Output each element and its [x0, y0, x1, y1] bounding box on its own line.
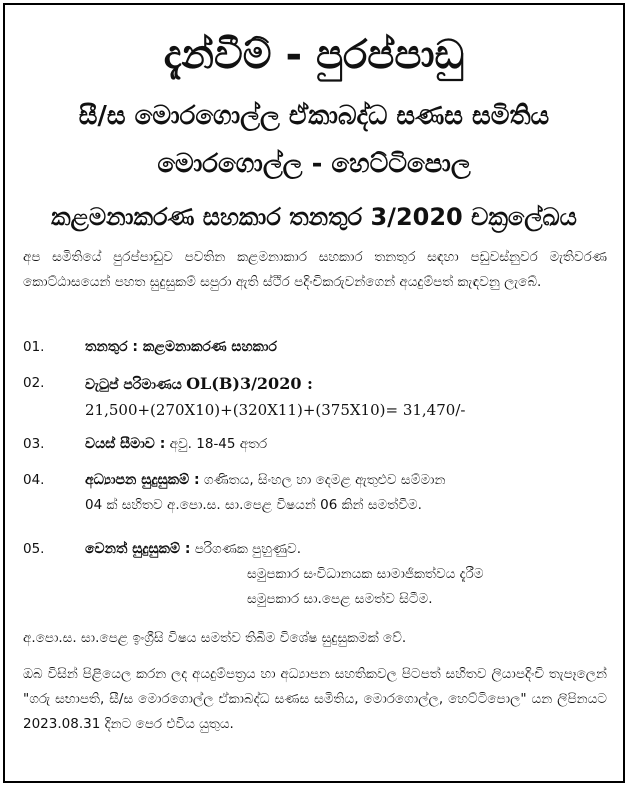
item-text: අවු. 18-45 අතර: [169, 436, 268, 452]
intro-paragraph: අප සමිතියේ පුරප්පාඩුව පවතින කළමනාකාර සහකාර තනතුර සඳහා පඩුවස්නුවර මැතිවරණ කොට්ඨාසයෙන් පහත සුදුසුකම් සපුරා ඇති ස්ථිර පදිංචිකරුවන්ගෙන් අයදුම්පත් කැඳවනු ලැබේ.: [23, 249, 607, 290]
item-text: පරිගණක පුහුණුව.: [194, 541, 302, 557]
special-qualification: අ.පො.ස. සා.පෙළ ඉංග්‍රීසි විෂය සමත්ව තිබීම විශේෂ සුදුසුකමක් වේ.: [23, 630, 407, 646]
notice-title: දැන්වීම් - පුරප්පාඩු: [163, 32, 465, 78]
item-text-continued: 04 ක් සහිතව අ.පො.ස. සා.පෙළ විෂයන් 06 කින් සමත්වීම.: [85, 497, 422, 513]
notice-frame: [3, 3, 625, 783]
item-text-continued: සමුපකාර සංවිධානයක සාමාජිකත්වය දැරීම: [247, 566, 484, 582]
item-number: 01.: [23, 339, 45, 355]
circular-heading: කළමනාකරණ සහකාර තනතුර 3/2020 චක්‍රලේඛය: [51, 203, 577, 231]
item-text: ගණිතය, සිංහල හා දෙමළ ඇතුළුව සම්මාන: [203, 472, 446, 488]
item-number: 04.: [23, 472, 45, 488]
item-text-continued: සමුපකාර සා.පෙළ සමත්ව සිටීම.: [247, 591, 433, 607]
organization-name: සී/ස මොරගොල්ල ඒකාබද්ධ සණස සමිතිය: [78, 101, 550, 131]
item-number: 05.: [23, 541, 45, 557]
item-label: වැටුප් පරිමාණය: [85, 377, 182, 393]
organization-location: මොරගොල්ල - හෙට්ටිපොල: [157, 149, 471, 179]
salary-formula: 21,500+(270X10)+(320X11)+(375X10)= 31,470/-: [85, 401, 466, 419]
item-label: වෙනත් සුදුසුකම් :: [85, 541, 191, 557]
item-label: තනතුර : කළමනාකරණ සහකාර: [85, 339, 277, 355]
item-label: වයස් සීමාව :: [85, 436, 166, 452]
item-number: 02.: [23, 375, 45, 391]
closing-paragraph: ඔබ විසින් පිළියෙල කරන ලද අයදුම්පත්‍රය හා අධ්‍යාපන සහතිකවල පිටපත් සහිතව ලියාපදිංචි තැපෑලෙන් "ගරු සභාපති, සී/ස මොරගොල්ල ඒකාබද්ධ සණස සමිතිය, මොරගොල්ල, හෙට්ටිපොල" යන ලිපිනයට 2023.08.31 දිනට පෙර එවිය යුතුය.: [23, 666, 607, 732]
item-number: 03.: [23, 436, 45, 452]
salary-code: OL(B)3/2020 :: [186, 374, 313, 393]
item-label: අධ්‍යාපන සුදුසුකම් :: [85, 472, 200, 488]
